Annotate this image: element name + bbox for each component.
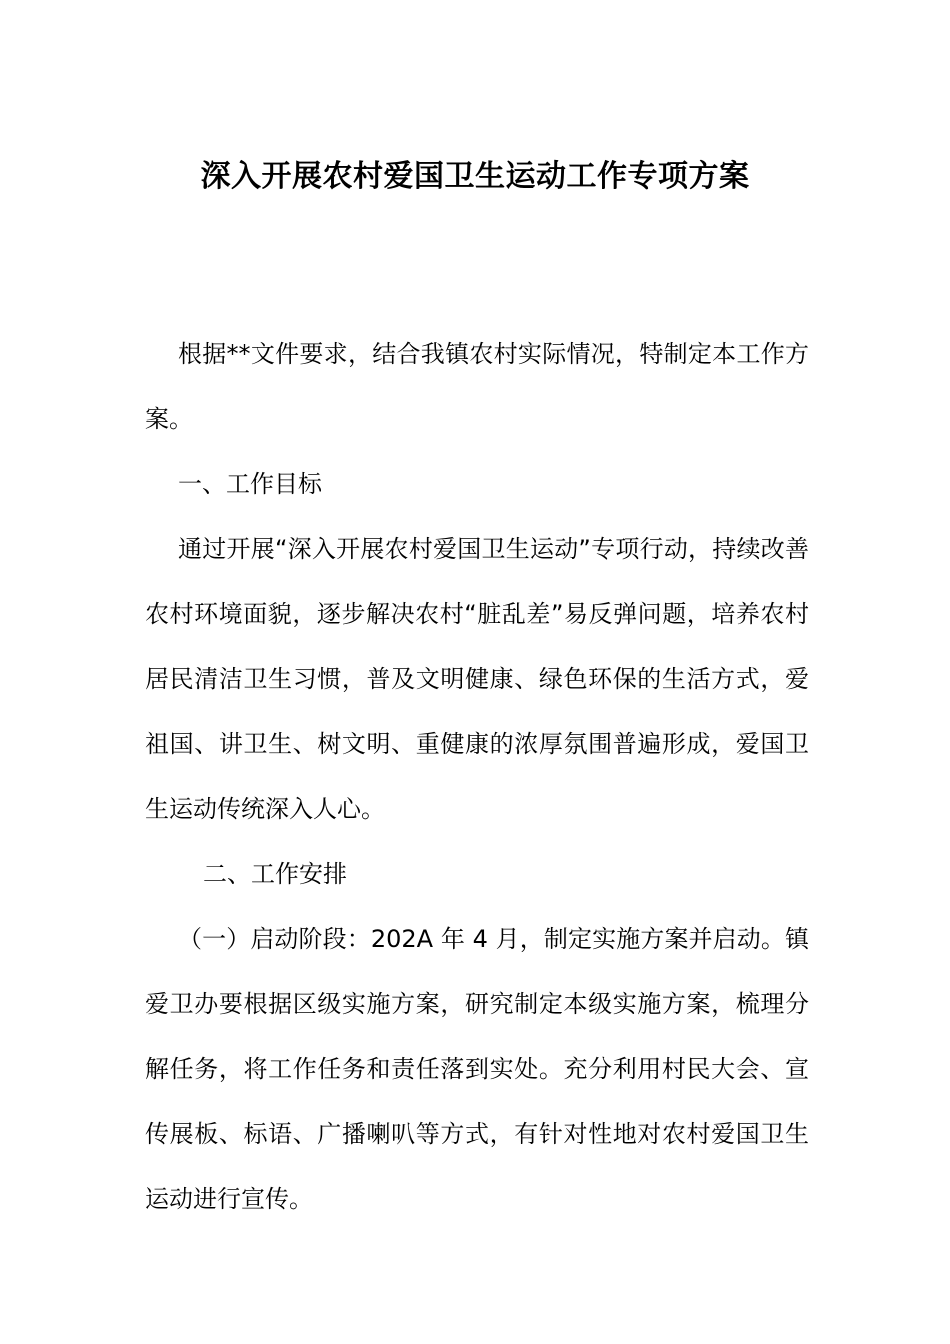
goals-paragraph: 通过开展“深入开展农村爱国卫生运动”专项行动，持续改善农村环境面貌，逐步解决农村“脏乱差”易反弹问题，培养农村居民清洁卫生习惯，普及文明健康、绿色环保的生活方式，爱祖国、讲卫生、树文明、重健康的浓厚氛围普遍形成，爱国卫生运动传统深入人心。: [145, 535, 809, 823]
section-heading-goals: 一、工作目标: [178, 470, 322, 498]
launch-phase-paragraph: （一）启动阶段：202A 年 4 月，制定实施方案并启动。镇爱卫办要根据区级实施方案，研究制定本级实施方案，梳理分解任务，将工作任务和责任落到实处。充分利用村民大会、宣传展板、标语、广播喇叭等方式，有针对性地对农村爱国卫生运动进行宣传。: [145, 925, 809, 1213]
section-heading-arrangement: 二、工作安排: [203, 860, 347, 888]
document-title: 深入开展农村爱国卫生运动工作专项方案: [200, 159, 750, 194]
intro-paragraph: 根据**文件要求，结合我镇农村实际情况，特制定本工作方案。: [145, 340, 809, 433]
document-body: [145, 322, 809, 1232]
